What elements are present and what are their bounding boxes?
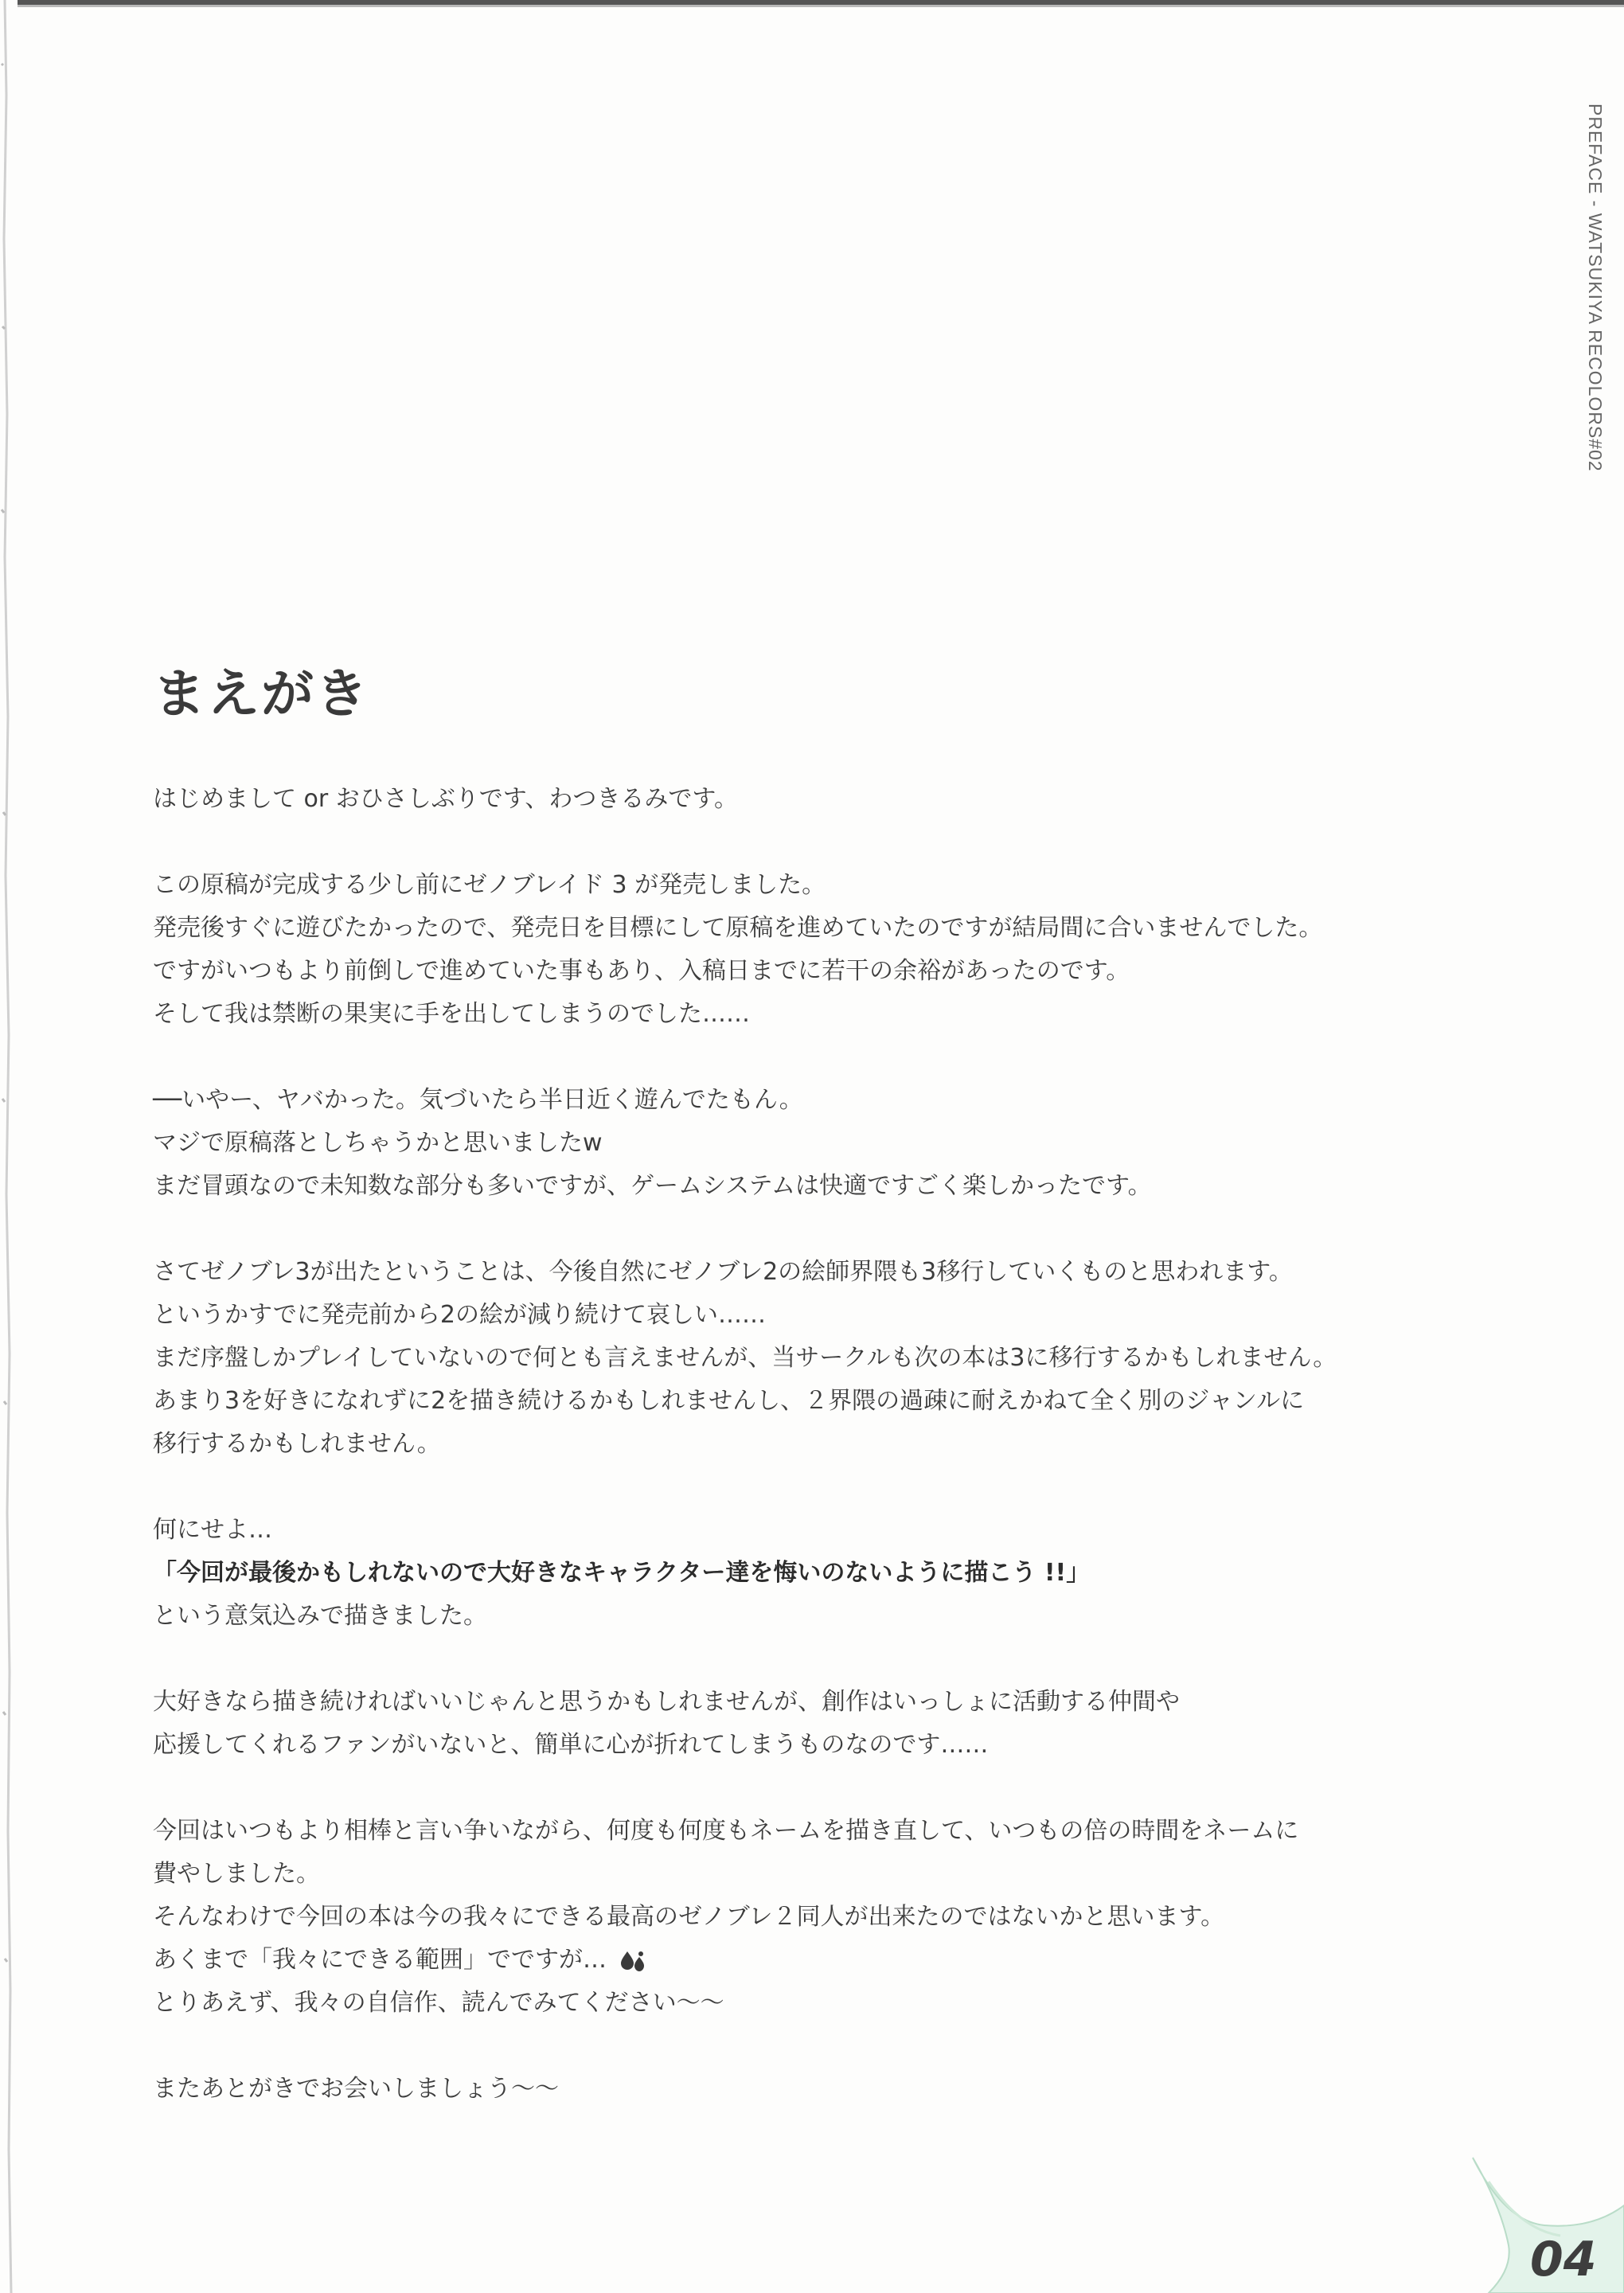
emphasis-line: 「今回が最後かもしれないので大好きなキャラクター達を悔いのないように描こう !!」 [153, 1559, 1091, 1587]
text-line: というかすでに発売前から2の絵が減り続けて哀しい…… [153, 1301, 766, 1329]
side-label: PREFACE - WATSUKIYA RECOLORS#02 [1585, 104, 1606, 472]
text-line: まだ冒頭なので未知数な部分も多いですが、ゲームシステムは快適ですごく楽しかったです。 [153, 1172, 1152, 1200]
paragraph-gap [153, 1466, 1490, 1509]
body-text [153, 778, 1490, 2111]
text-line: この原稿が完成する少し前にゼノブレイド 3 が発売しました。 [153, 871, 826, 899]
text-line: 移行するかもしれません。 [153, 1430, 441, 1458]
text-line: 応援してくれるファンがいないと、簡単に心が折れてしまうものなのです…… [153, 1731, 989, 1759]
binding-edge [0, 0, 18, 2293]
text-line: 何にせよ… [153, 1516, 272, 1544]
text-line: あまり3を好きになれずに2を描き続けるかもしれませんし、２界隈の過疎に耐えかねて全く別のジャンルに [153, 1387, 1305, 1415]
text-line: まだ序盤しかプレイしていないので何とも言えませんが、当サークルも次の本は3に移行するかもしれません。 [153, 1344, 1337, 1372]
paragraph-gap [153, 2025, 1490, 2068]
text-line: 大好きなら描き続ければいいじゃんと思うかもしれませんが、創作はいっしょに活動する仲間や [153, 1688, 1180, 1716]
text-line: そんなわけで今回の本は今の我々にできる最高のゼノブレ２同人が出来たのではないかと思います。 [153, 1903, 1225, 1931]
text-line: マジで原稿落としちゃうかと思いましたw [153, 1129, 603, 1157]
paragraph-gap [153, 1767, 1490, 1810]
text-line: そして我は禁断の果実に手を出してしまうのでした…… [153, 1000, 750, 1028]
text-line: さてゼノブレ3が出たということは、今後自然にゼノブレ2の絵師界隈も3移行していくものと思われます。 [153, 1258, 1293, 1286]
text-line: ──いやー、ヤバかった。気づいたら半日近く遊んでたもん。 [153, 1086, 803, 1114]
text-line: 費やしました。 [153, 1860, 320, 1888]
text-line: 発売後すぐに遊びたかったので、発売日を目標にして原稿を進めていたのですが結局間に合いませんでした。 [153, 914, 1323, 942]
sweat-drop-icon [619, 1949, 646, 1973]
text-line: 今回はいつもより相棒と言い争いながら、何度も何度もネームを描き直して、いつもの倍の時間をネームに [153, 1817, 1299, 1845]
page-top-shadow [0, 5, 1624, 7]
paragraph-gap [153, 821, 1490, 864]
paragraph-gap [153, 1208, 1490, 1251]
text-line: はじめまして or おひさしぶりです、わつきるみです。 [153, 785, 738, 813]
text-line-with-icon [153, 1939, 1490, 1982]
paragraph-gap [153, 1638, 1490, 1681]
text-line-text: あくまで「我々にできる範囲」でですが… [153, 1946, 607, 1974]
paragraph-gap [153, 1036, 1490, 1079]
page-number: 04 [1530, 2232, 1597, 2287]
text-line: またあとがきでお会いしましょう～～ [153, 2075, 559, 2103]
page-title: まえがき [153, 663, 369, 725]
text-line: ですがいつもより前倒しで進めていた事もあり、入稿日までに若干の余裕があったのです。 [153, 957, 1130, 985]
text-line: とりあえず、我々の自信作、読んでみてください～～ [153, 1989, 724, 2017]
text-line: という意気込みで描きました。 [153, 1602, 487, 1630]
